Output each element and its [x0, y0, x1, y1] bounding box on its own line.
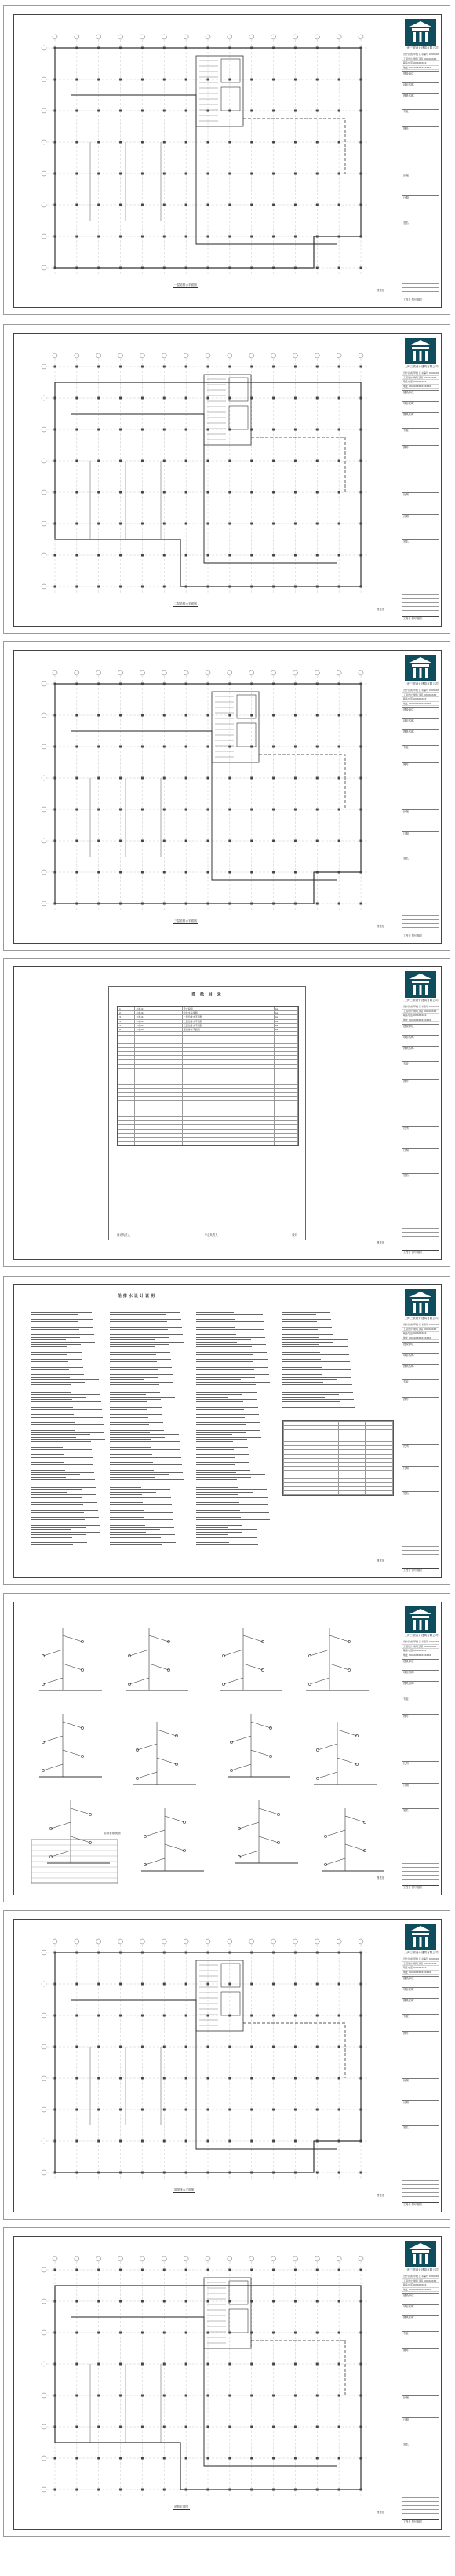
title-field: 专业 [402, 745, 439, 749]
notes-line [31, 1544, 110, 1547]
drawing-sheet [3, 1910, 450, 2220]
riser-diagram-lines [39, 1628, 384, 1871]
index-cell: 5 [118, 1023, 135, 1027]
drawing-area [16, 1287, 400, 1576]
signature-row [117, 1233, 297, 1237]
title-field: 建设单位 [402, 390, 439, 394]
drawing-sheet [3, 5, 450, 315]
title-field: 日期 [402, 2417, 439, 2421]
company-info [402, 1005, 439, 1022]
drawing-caption [102, 1832, 122, 1836]
company-info-line: 联系电话 XXXXXXXX [402, 1332, 439, 1336]
sheet-frame [13, 1284, 442, 1578]
company-info-line: 地址 XXXXXXXXXXXXXX [402, 702, 439, 707]
equipment-cell [338, 1491, 366, 1495]
title-field: 签名 [402, 539, 439, 543]
title-field: 日期 [402, 1148, 439, 1152]
title-field: 比例 [402, 809, 439, 813]
title-field: 项目名称 [402, 718, 439, 722]
drawing-area [16, 16, 400, 305]
sheet-frame [13, 2236, 442, 2530]
title-field: 项目名称 [402, 82, 439, 86]
title-field: 比例 [402, 1761, 439, 1765]
title-field: 项目名称 [402, 1353, 439, 1357]
company-info-line: 工程设计 建筑工程 XXXXXXXX [402, 1328, 439, 1332]
title-block [402, 652, 439, 941]
index-cell: 3 [118, 1015, 135, 1019]
index-cell: 水施-04 [135, 1019, 182, 1023]
title-field: 图号 [402, 445, 439, 449]
revision-grid [402, 1228, 439, 1247]
notes-title: 给排水设计说明 [118, 1294, 157, 1299]
title-field: 专业 [402, 2331, 439, 2335]
company-info-line: 设计资质 甲级 证书编号 XXXXXX [403, 1005, 439, 1008]
index-cell: 设计说明 [182, 1007, 274, 1011]
company-info-line: 地址 XXXXXXXXXXXXXX [402, 385, 439, 389]
company-info [402, 689, 439, 706]
index-cell: 屋顶排水平面图 [182, 1027, 274, 1031]
company-name: 上海三联设计建筑有限公司 [404, 999, 439, 1002]
index-cell: 给排水系统图 [182, 1011, 274, 1015]
company-info-line: 设计资质 甲级 证书编号 XXXXXX [403, 2275, 439, 2278]
title-footer: 工程号 图号 版次 [402, 2519, 439, 2527]
title-block [402, 969, 439, 1258]
company-info-line: 工程设计 建筑工程 XXXXXXXX [402, 1010, 439, 1014]
company-info-line: 联系电话 XXXXXXXX [402, 697, 439, 702]
title-field: 比例 [402, 1126, 439, 1130]
index-cell: 水施-05 [135, 1023, 182, 1027]
title-field: 图纸名称 [402, 1046, 439, 1050]
signature-label: 专业负责人 [204, 1233, 218, 1237]
company-info [402, 1323, 439, 1340]
title-block [402, 2238, 439, 2527]
title-field: 比例 [402, 2395, 439, 2399]
index-cell-empty [118, 1142, 135, 1145]
company-info-line: 地址 XXXXXXXXXXXXXX [402, 66, 439, 71]
drawing-caption-text: 给排水系统图 [104, 1832, 121, 1835]
equipment-row [284, 1491, 393, 1495]
index-cell: 水施-01 [135, 1007, 182, 1011]
title-field: 图纸名称 [402, 93, 439, 97]
company-name: 上海三联设计建筑有限公司 [404, 365, 439, 368]
floor-plan-drawing [16, 1921, 400, 2210]
company-info-line: 联系电话 XXXXXXXX [402, 1014, 439, 1018]
stamp-label: 图签处 [377, 2511, 385, 2514]
index-cell: A2 [274, 1011, 297, 1015]
title-field: 签名 [402, 1491, 439, 1495]
company-info-line: 地址 XXXXXXXXXXXXXX [402, 1971, 439, 1975]
index-cell-empty [135, 1142, 182, 1145]
title-field: 图号 [402, 2348, 439, 2352]
title-field: 项目名称 [402, 2304, 439, 2308]
notes-column [110, 1309, 188, 1547]
index-document [108, 986, 306, 1240]
drawing-caption-text: 一层给排水平面图 [174, 283, 197, 287]
company-info-line: 联系电话 XXXXXXXX [402, 2283, 439, 2288]
floor-plan-lines [42, 353, 369, 594]
signature-label: 校对 [292, 1233, 297, 1237]
title-field: 项目名称 [402, 1670, 439, 1674]
title-field: 建设单位 [402, 1976, 439, 1980]
floor-plan-drawing [16, 652, 400, 941]
title-field: 图号 [402, 126, 439, 130]
company-info [402, 53, 439, 70]
drawing-area [16, 2238, 400, 2527]
floor-plan-drawing [16, 2238, 400, 2527]
index-cell: A2 [274, 1027, 297, 1031]
title-field: 建设单位 [402, 707, 439, 711]
company-info-line: 联系电话 XXXXXXXX [402, 380, 439, 385]
index-cell: A2 [274, 1023, 297, 1027]
signature-label: 设计负责人 [117, 1233, 130, 1237]
notes-column [282, 1309, 361, 1409]
revision-grid [402, 594, 439, 613]
title-footer: 工程号 图号 版次 [402, 1568, 439, 1576]
index-cell: 6 [118, 1027, 135, 1031]
drawing-area [16, 1921, 400, 2210]
index-cell: 水施-03 [135, 1015, 182, 1019]
title-field: 项目名称 [402, 1035, 439, 1039]
company-info-line: 地址 XXXXXXXXXXXXXX [402, 1018, 439, 1023]
stamp-label: 图签处 [377, 925, 385, 928]
company-info-line: 工程设计 建筑工程 XXXXXXXX [402, 1645, 439, 1650]
title-footer: 工程号 图号 版次 [402, 616, 439, 624]
title-field: 比例 [402, 174, 439, 177]
title-field: 专业 [402, 1061, 439, 1065]
title-footer: 工程号 图号 版次 [402, 298, 439, 305]
title-footer: 工程号 图号 版次 [402, 1885, 439, 1893]
index-cell: 1 [118, 1007, 135, 1011]
company-info-line: 设计资质 甲级 证书编号 XXXXXX [403, 689, 439, 692]
floor-plan-lines [42, 35, 369, 276]
drawing-area [16, 969, 400, 1258]
title-field: 建设单位 [402, 1659, 439, 1663]
stamp-label: 图签处 [377, 289, 385, 292]
title-field: 项目名称 [402, 1987, 439, 1991]
title-footer: 工程号 图号 版次 [402, 2202, 439, 2210]
company-name: 上海三联设计建筑有限公司 [404, 46, 439, 49]
sheet-frame [13, 333, 442, 627]
index-cell: 二层给排水平面图 [182, 1019, 274, 1023]
floor-plan-drawing [16, 335, 400, 624]
drawing-sheet [3, 958, 450, 1267]
floor-plan-lines [42, 1939, 369, 2180]
title-field: 图号 [402, 1397, 439, 1401]
title-field: 建设单位 [402, 1024, 439, 1028]
company-info-line: 工程设计 建筑工程 XXXXXXXX [402, 693, 439, 698]
title-field: 专业 [402, 1379, 439, 1383]
title-field: 签名 [402, 2125, 439, 2129]
title-field: 图号 [402, 762, 439, 766]
title-field: 日期 [402, 1783, 439, 1787]
revision-grid [402, 912, 439, 930]
company-logo [405, 1606, 436, 1633]
drawing-sheet [3, 324, 450, 634]
equipment-cell [366, 1491, 393, 1495]
title-block [402, 1604, 439, 1893]
notes-line [196, 1544, 275, 1547]
index-title: 图 纸 目 录 [191, 992, 223, 997]
company-info [402, 371, 439, 389]
company-info-line: 设计资质 甲级 证书编号 XXXXXX [403, 371, 439, 375]
company-info-line: 联系电话 XXXXXXXX [402, 61, 439, 66]
title-field: 图纸名称 [402, 1364, 439, 1368]
system-diagram-drawing [16, 1604, 400, 1893]
notes-column [31, 1309, 110, 1547]
title-block [402, 1921, 439, 2210]
company-info-line: 联系电话 XXXXXXXX [402, 1966, 439, 1971]
company-logo [405, 971, 436, 998]
drawing-sheet [3, 641, 450, 951]
drawing-area [16, 335, 400, 624]
title-field: 建设单位 [402, 71, 439, 75]
index-cell: A2 [274, 1019, 297, 1023]
title-field: 日期 [402, 514, 439, 518]
index-cell: 4 [118, 1019, 135, 1023]
stamp-label: 图签处 [377, 2194, 385, 2197]
sheet-frame [13, 650, 442, 944]
title-field: 图纸名称 [402, 1998, 439, 2002]
drawing-caption [173, 602, 198, 607]
sheet-frame [13, 966, 442, 1260]
company-info-line: 工程设计 建筑工程 XXXXXXXX [402, 57, 439, 62]
sheet-frame [13, 1919, 442, 2212]
index-cell: 水施-02 [135, 1011, 182, 1015]
drawing-sheet [3, 2227, 450, 2537]
index-cell-empty [182, 1142, 274, 1145]
title-field: 日期 [402, 195, 439, 199]
title-field: 图号 [402, 1714, 439, 1718]
title-field: 项目名称 [402, 401, 439, 405]
index-cell: A2 [274, 1007, 297, 1011]
title-field: 签名 [402, 221, 439, 225]
title-field: 专业 [402, 109, 439, 113]
drawing-caption [173, 2188, 195, 2193]
title-field: 签名 [402, 1808, 439, 1812]
index-cell-empty [274, 1142, 297, 1145]
index-cell: 水施-06 [135, 1027, 182, 1031]
company-info [402, 2275, 439, 2292]
index-table [117, 1006, 299, 1146]
index-cell: A2 [274, 1015, 297, 1019]
title-block [402, 335, 439, 624]
notes-line [282, 1406, 361, 1409]
title-block [402, 16, 439, 305]
equipment-cell [311, 1491, 338, 1495]
revision-grid [402, 2497, 439, 2516]
title-field: 图号 [402, 1079, 439, 1083]
company-name: 上海三联设计建筑有限公司 [404, 1634, 439, 1637]
company-name: 上海三联设计建筑有限公司 [404, 1951, 439, 1954]
company-info-line: 工程设计 建筑工程 XXXXXXXX [402, 1962, 439, 1967]
company-logo [405, 2241, 436, 2267]
floor-plan-lines [42, 2256, 369, 2497]
drawing-area [16, 652, 400, 941]
title-block [402, 1287, 439, 1576]
company-info-line: 设计资质 甲级 证书编号 XXXXXX [403, 1640, 439, 1643]
title-field: 签名 [402, 857, 439, 860]
title-field: 建设单位 [402, 1342, 439, 1346]
title-field: 比例 [402, 492, 439, 496]
title-field: 图纸名称 [402, 1681, 439, 1685]
stamp-label: 图签处 [377, 608, 385, 611]
company-info-line: 设计资质 甲级 证书编号 XXXXXX [403, 1957, 439, 1960]
drawing-area [16, 1604, 400, 1893]
drawing-sheet [3, 1593, 450, 1902]
title-field: 图纸名称 [402, 412, 439, 416]
drawing-sheet [3, 1276, 450, 1585]
revision-grid [402, 276, 439, 294]
drawing-caption [173, 283, 198, 288]
legend-table-box [31, 1840, 118, 1883]
company-info-line: 地址 XXXXXXXXXXXXXX [402, 1653, 439, 1658]
company-info-line: 工程设计 建筑工程 XXXXXXXX [402, 376, 439, 381]
sheet-frame [13, 1602, 442, 1895]
drawing-caption-text: 屋顶排水平面图 [174, 2188, 195, 2191]
title-field: 比例 [402, 2078, 439, 2082]
index-row-empty [118, 1142, 298, 1145]
company-info-line: 联系电话 XXXXXXXX [402, 1649, 439, 1653]
title-field: 日期 [402, 831, 439, 835]
revision-grid [402, 1863, 439, 1882]
company-logo [405, 655, 436, 681]
revision-grid [402, 1546, 439, 1565]
drawing-caption [173, 919, 198, 924]
company-info-line: 工程设计 建筑工程 XXXXXXXX [402, 2279, 439, 2284]
company-info [402, 1957, 439, 1975]
company-info-line: 设计资质 甲级 证书编号 XXXXXX [403, 1323, 439, 1326]
stamp-label: 图签处 [377, 1241, 385, 1244]
company-info-line: 地址 XXXXXXXXXXXXXX [402, 1336, 439, 1341]
index-cell: 三层给排水平面图 [182, 1023, 274, 1027]
stamp-label: 图签处 [377, 1559, 385, 1562]
notes-line [110, 1544, 188, 1547]
revision-grid [402, 2180, 439, 2199]
title-field: 比例 [402, 1444, 439, 1448]
title-footer: 工程号 图号 版次 [402, 934, 439, 941]
drawing-caption-text: 二层给排水平面图 [174, 602, 197, 605]
floor-plan-drawing [16, 16, 400, 305]
company-name: 上海三联设计建筑有限公司 [404, 682, 439, 685]
title-field: 签名 [402, 1173, 439, 1177]
company-logo [405, 19, 436, 46]
equipment-table [282, 1420, 394, 1496]
company-info-line: 设计资质 甲级 证书编号 XXXXXX [403, 53, 439, 56]
stamp-label: 图签处 [377, 1876, 385, 1880]
drawing-caption [173, 2505, 190, 2510]
notes-column [196, 1309, 275, 1547]
title-field: 签名 [402, 2443, 439, 2446]
title-footer: 工程号 图号 版次 [402, 1250, 439, 1258]
index-cell: 2 [118, 1011, 135, 1015]
company-info [402, 1640, 439, 1657]
title-field: 图号 [402, 2031, 439, 2035]
title-field: 专业 [402, 2014, 439, 2018]
title-field: 图纸名称 [402, 2315, 439, 2319]
company-info-line: 地址 XXXXXXXXXXXXXX [402, 2288, 439, 2293]
company-logo [405, 1289, 436, 1316]
drawing-caption-text: 三层给排水平面图 [174, 919, 197, 923]
floor-plan-lines [42, 670, 369, 912]
title-field: 图纸名称 [402, 729, 439, 733]
equipment-cell [284, 1491, 311, 1495]
title-field: 专业 [402, 428, 439, 432]
drawing-caption-text: 消防平面图 [174, 2505, 188, 2508]
title-field: 日期 [402, 2100, 439, 2104]
company-logo [405, 1924, 436, 1950]
sheet-frame [13, 14, 442, 308]
company-name: 上海三联设计建筑有限公司 [404, 2268, 439, 2271]
title-field: 日期 [402, 1466, 439, 1470]
title-field: 建设单位 [402, 2293, 439, 2297]
title-field: 专业 [402, 1697, 439, 1701]
company-logo [405, 338, 436, 364]
company-name: 上海三联设计建筑有限公司 [404, 1317, 439, 1320]
index-cell: 一层给排水平面图 [182, 1015, 274, 1019]
